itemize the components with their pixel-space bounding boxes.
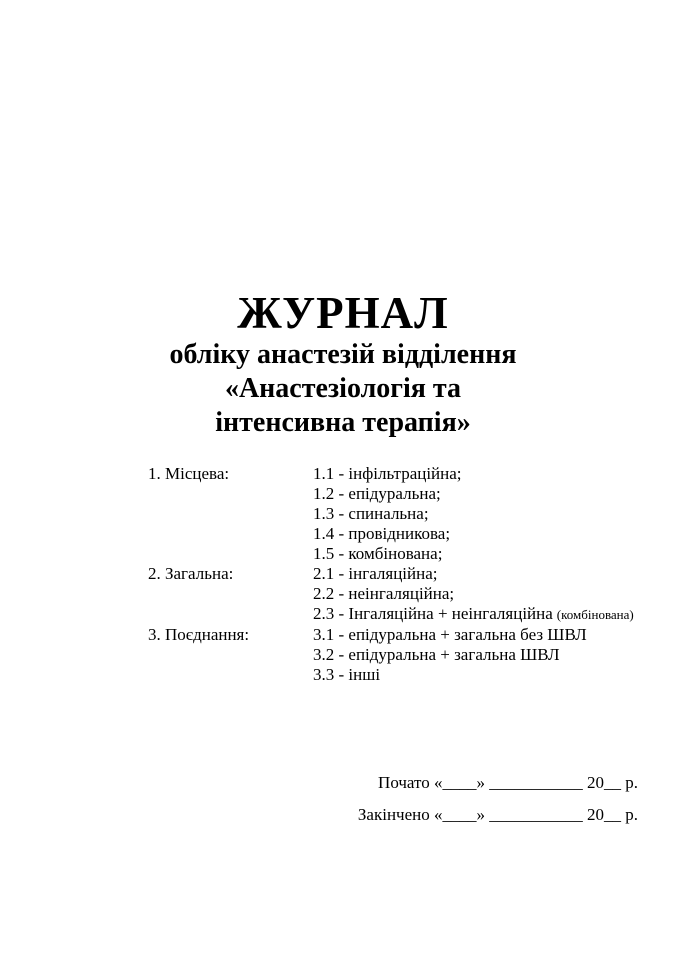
date-fields xyxy=(358,767,638,831)
classification-item xyxy=(313,625,658,645)
classification-item xyxy=(313,504,658,524)
item-text: 3.2 - епідуральна + загальна ШВЛ xyxy=(313,645,560,664)
anesthesia-classification-list xyxy=(148,464,658,685)
classification-group-combined xyxy=(148,625,658,685)
group-items-general xyxy=(313,564,658,625)
journal-subtitle-line-2: «Анастезіологія та xyxy=(224,373,462,404)
classification-item xyxy=(313,645,658,665)
item-text: 1.3 - спинальна; xyxy=(313,504,429,523)
item-text: 2.1 - інгаляційна; xyxy=(313,564,438,583)
journal-subtitle-line-1: обліку анастезій відділення xyxy=(169,339,517,370)
group-items-combined xyxy=(313,625,658,685)
group-label-local: 1. Місцева: xyxy=(148,464,230,483)
item-note: (комбінована) xyxy=(556,607,634,622)
group-items-local xyxy=(313,464,658,564)
classification-item xyxy=(313,665,658,685)
item-text: 2.3 - Інгаляційна + неінгаляційна xyxy=(313,604,553,623)
item-text: 3.3 - інші xyxy=(313,665,381,684)
title-block xyxy=(0,288,686,440)
finished-date-line: Закінчено «____» ___________ 20__ р. xyxy=(357,805,638,824)
item-text: 1.2 - епідуральна; xyxy=(313,484,441,503)
item-text: 1.1 - інфільтраційна; xyxy=(313,464,462,483)
item-text: 2.2 - неінгаляційна; xyxy=(313,584,455,603)
item-text: 1.4 - провідникова; xyxy=(313,524,451,543)
classification-item xyxy=(313,544,658,564)
item-text: 1.5 - комбінована; xyxy=(313,544,443,563)
journal-subtitle-line-3: інтенсивна терапія» xyxy=(215,407,471,438)
classification-item xyxy=(313,604,658,625)
journal-title: ЖУРНАЛ xyxy=(237,288,449,338)
classification-item xyxy=(313,524,658,544)
classification-item xyxy=(313,484,658,504)
classification-item xyxy=(313,464,658,484)
group-label-combined: 3. Поєднання: xyxy=(148,625,250,644)
started-date-line: Почато «____» ___________ 20__ р. xyxy=(378,773,638,792)
item-text: 3.1 - епідуральна + загальна без ШВЛ xyxy=(313,625,587,644)
group-label-general: 2. Загальна: xyxy=(148,564,234,583)
classification-group-local xyxy=(148,464,658,564)
classification-item xyxy=(313,564,658,584)
classification-group-general xyxy=(148,564,658,625)
classification-item xyxy=(313,584,658,604)
